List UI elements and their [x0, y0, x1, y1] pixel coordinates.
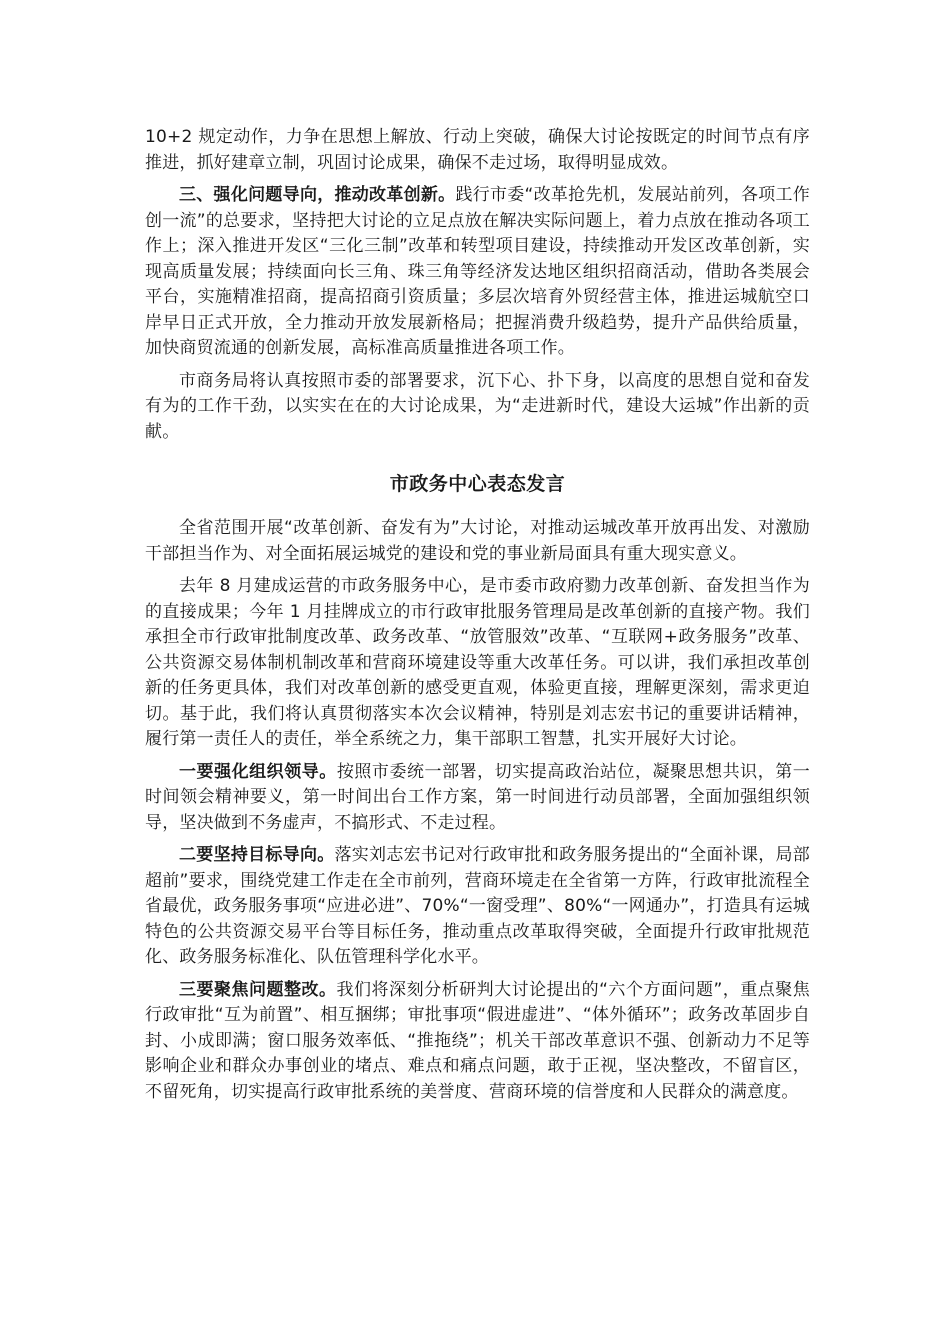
- point-three-paragraph: [145, 978, 810, 1106]
- document-page: [145, 125, 810, 1112]
- point-one-paragraph: [145, 760, 810, 837]
- point-three-body: 我们将深刻分析研判大讨论提出的“六个方面问题”，重点聚焦行政审批“互为前置”、相互捆绑；审批事项“假进虚进”、“体外循环”；政务改革固步自封、小成即满；窗口服务效率低、“推拖绕”；机关干部改革意识不强、创新动力不足等影响企业和群众办事创业的堵点、难点和痛点问题，敢于正视，坚决整改，不留盲区，不留死角，切实提高行政审批系统的美誉度、营商环境的信誉度和人民群众的满意度。: [145, 979, 810, 1102]
- section-heading: 市政务中心表态发言: [389, 473, 566, 495]
- section-three-paragraph: [145, 183, 810, 362]
- background-paragraph: 去年 8 月建成运营的市政务服务中心，是市委市政府勠力改革创新、奋发担当作为的直接成果；今年 1 月挂牌成立的市行政审批服务管理局是改革创新的直接产物。我们承担全市行政审批制度改革、政务改革、“放管服效”改革、“互联网+政务服务”改革、公共资源交易体制机制改革和营商环境建设等重大改革任务。可以讲，我们承担改革创新的任务更具体，我们对改革创新的感受更直观，体验更直接，理解更深刻，需求更迫切。基于此，我们将认真贯彻落实本次会议精神，特别是刘志宏书记的重要讲话精神，履行第一责任人的责任，举全系统之力，集干部职工智慧，扎实开展好大讨论。: [145, 576, 810, 749]
- point-two-paragraph: [145, 843, 810, 971]
- closing-paragraph: 市商务局将认真按照市委的部署要求，沉下心、扑下身，以高度的思想自觉和奋发有为的工作干劲，以实实在在的大讨论成果，为“走进新时代，建设大运城”作出新的贡献。: [145, 370, 810, 442]
- section-three-body: 践行市委“改革抢先机，发展站前列，各项工作创一流”的总要求，坚持把大讨论的立足点放在解决实际问题上，着力点放在推动各项工作上；深入推进开发区“三化三制”改革和转型项目建设，持续推动开发区改革创新，实现高质量发展；持续面向长三角、珠三角等经济发达地区组织招商活动，借助各类展会平台，实施精准招商，提高招商引资质量；多层次培育外贸经营主体，推进运城航空口岸早日正式开放，全力推动开放发展新格局；把握消费升级趋势，提升产品供给质量，加快商贸流通的创新发展，高标准高质量推进各项工作。: [145, 185, 810, 358]
- point-one-lead: 一要强化组织领导。: [179, 761, 337, 782]
- point-three-lead: 三要聚焦问题整改。: [179, 979, 337, 1000]
- point-one-body: 按照市委统一部署，切实提高政治站位，凝聚思想共识，第一时间领会精神要义，第一时间出台工作方案，第一时间进行动员部署，全面加强组织领导，坚决做到不务虚声，不搞形式、不走过程。: [145, 761, 810, 833]
- section-three-lead: 三、强化问题导向，推动改革创新。: [179, 185, 456, 205]
- continuation-paragraph: 10+2 规定动作，力争在思想上解放、行动上突破，确保大讨论按既定的时间节点有序推进，抓好建章立制，巩固讨论成果，确保不走过场，取得明显成效。: [145, 127, 810, 173]
- intro-paragraph: 全省范围开展“改革创新、奋发有为”大讨论，对推动运城改革开放再出发、对激励干部担当作为、对全面拓展运城党的建设和党的事业新局面具有重大现实意义。: [145, 518, 810, 564]
- point-two-lead: 二要坚持目标导向。: [179, 845, 335, 865]
- point-two-body: 落实刘志宏书记对行政审批和政务服务提出的“全面补课，局部超前”要求，围绕党建工作走在全市前列，营商环境走在全省第一方阵，行政审批流程全省最优，政务服务事项“应进必进”、70%“一窗受理”、80%“一网通办”，打造具有运城特色的公共资源交易平台等目标任务，推动重点改革取得突破，全面提升行政审批规范化、政务服务标准化、队伍管理科学化水平。: [145, 845, 810, 967]
